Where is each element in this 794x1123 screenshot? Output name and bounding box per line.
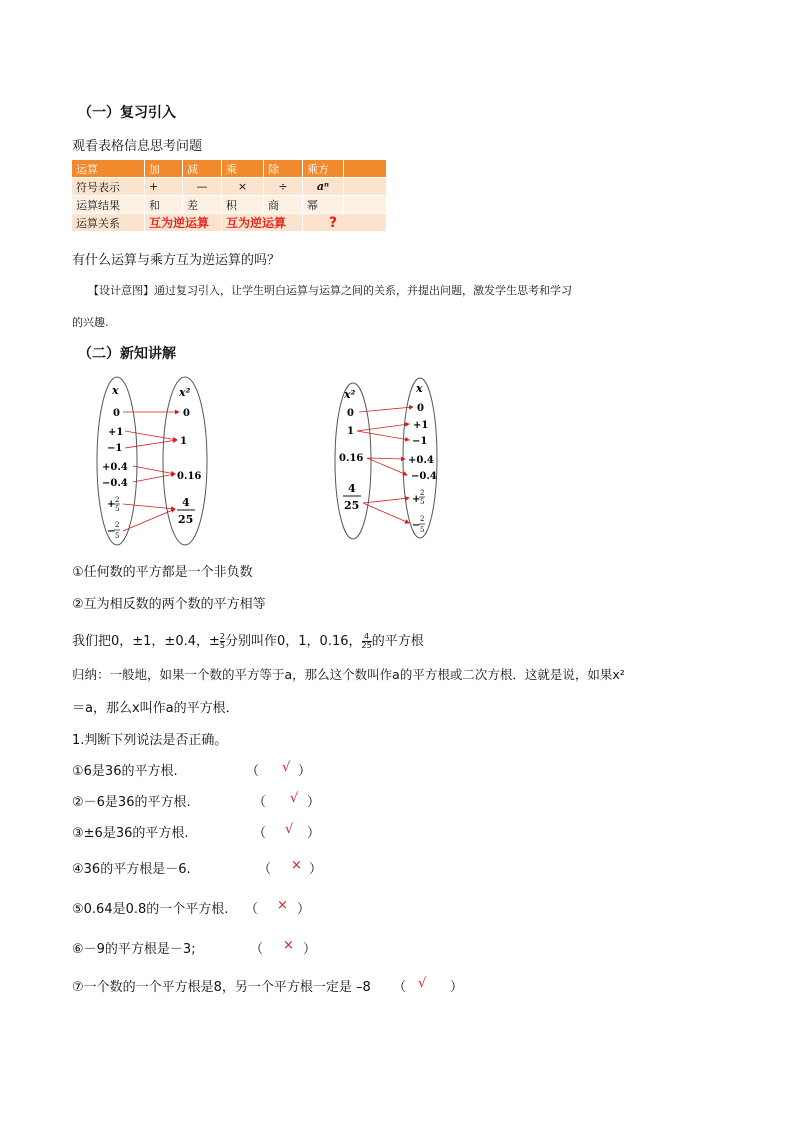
table-cell xyxy=(344,178,387,196)
design-intent-line2: 的兴趣. xyxy=(72,316,109,329)
table-cell xyxy=(344,160,387,178)
table-cell: 和 xyxy=(145,196,183,214)
exercise-title: 1.判断下列说法是否正确。 xyxy=(72,733,228,748)
table-cell: × xyxy=(222,178,264,196)
table-cell: 积 xyxy=(222,196,264,214)
x-value: +1 xyxy=(413,420,429,431)
x2-value: 1 xyxy=(180,436,187,447)
paren-close: ） xyxy=(298,764,312,779)
frac-num: 4 xyxy=(362,633,372,642)
paren-close: ） xyxy=(307,795,321,810)
table-cell: 幂 xyxy=(303,196,344,214)
frac-num: 2 xyxy=(219,632,225,641)
x2-value: 0 xyxy=(347,408,354,419)
x2-frac-den: 25 xyxy=(344,499,360,512)
x2-value: 0 xyxy=(183,408,190,419)
x2-frac-num: 4 xyxy=(348,482,356,495)
answer-mark: √ xyxy=(282,760,291,775)
paren-open: （ xyxy=(253,795,267,810)
x-frac-num: 2 xyxy=(115,521,120,529)
section2-title: （二）新知讲解 xyxy=(78,346,176,362)
x-sign: − xyxy=(107,526,116,537)
table-row xyxy=(72,214,387,232)
table-row xyxy=(72,178,387,196)
table-cell: aⁿ xyxy=(303,178,344,196)
section1-subtitle: 观看表格信息思考问题 xyxy=(72,139,203,154)
table-cell: 加 xyxy=(145,160,183,178)
table-cell: 除 xyxy=(264,160,303,178)
paren-close: ） xyxy=(450,980,464,995)
we-call-part-a: 我们把0，±1，±0.4，± xyxy=(72,634,220,649)
answer-mark: × xyxy=(291,858,302,873)
fact-2: ②互为相反数的两个数的平方相等 xyxy=(72,597,266,612)
frac-den: 25 xyxy=(361,641,372,650)
mapping-arrows xyxy=(123,412,179,531)
we-call-fraction-2 xyxy=(362,633,372,650)
x-value: 0 xyxy=(417,403,424,414)
set-x-label: x xyxy=(112,384,119,397)
x-value: −0.4 xyxy=(102,478,128,489)
we-call-sentence xyxy=(72,630,424,650)
mapping-diagram-right xyxy=(333,376,443,546)
table-cell: + xyxy=(145,178,183,196)
x-sign: + xyxy=(412,494,421,505)
table-cell: ÷ xyxy=(264,178,303,196)
paren-close: ） xyxy=(309,862,323,877)
answer-mark: √ xyxy=(418,976,427,991)
table-cell: 运算 xyxy=(72,160,145,178)
exercise-5: ⑤0.64是0.8的一个平方根. xyxy=(72,902,229,917)
paren-open: （ xyxy=(250,942,264,957)
x-frac-num: 2 xyxy=(115,496,120,504)
table-cell: 减 xyxy=(183,160,222,178)
set-x-label: x xyxy=(416,382,423,395)
paren-open: （ xyxy=(393,980,407,995)
x2-frac-den: 25 xyxy=(178,513,194,526)
summary-line2: ＝a，那么x叫作a的平方根． xyxy=(72,701,239,716)
section1-question: 有什么运算与乘方互为逆运算的吗？ xyxy=(72,253,281,268)
paren-close: ） xyxy=(303,942,317,957)
x2-value: 0.16 xyxy=(177,471,202,482)
x-frac-num: 2 xyxy=(420,515,425,523)
exercise-6: ⑥－9的平方根是－3; xyxy=(72,942,196,957)
table-cell-question-mark: ? xyxy=(303,214,387,232)
x-value: −0.4 xyxy=(411,471,437,482)
x-value: +0.4 xyxy=(408,455,434,466)
x2-frac-num: 4 xyxy=(182,496,190,509)
fact-1: ①任何数的平方都是一个非负数 xyxy=(72,565,253,580)
paren-close: ） xyxy=(297,902,311,917)
x-frac-den: 5 xyxy=(420,498,425,506)
x-sign: + xyxy=(107,499,116,510)
x2-value: 0.16 xyxy=(339,453,364,464)
x-value: +0.4 xyxy=(102,462,128,473)
table-cell: 乘 xyxy=(222,160,264,178)
x2-value: 1 xyxy=(347,426,354,437)
answer-mark: √ xyxy=(290,791,299,806)
mapping-diagram-left xyxy=(95,376,235,552)
exercise-4: ④36的平方根是－6. xyxy=(72,862,191,877)
x-value: −1 xyxy=(107,443,123,454)
set-x2-label: x² xyxy=(344,388,356,401)
paren-close: ） xyxy=(307,826,321,841)
table-cell: 运算结果 xyxy=(72,196,145,214)
table-cell: — xyxy=(183,178,222,196)
answer-mark: × xyxy=(277,898,288,913)
x-value: +1 xyxy=(108,427,124,438)
we-call-part-c: 的平方根 xyxy=(371,634,424,649)
paren-open: （ xyxy=(245,902,259,917)
table-header-row xyxy=(72,160,387,178)
we-call-part-b: 分别叫作0，1，0.16， xyxy=(225,634,362,649)
x-value: 0 xyxy=(113,408,120,419)
paren-open: （ xyxy=(258,862,272,877)
design-intent-line1: 【设计意图】通过复习引入，让学生明白运算与运算之间的关系，并提出问题，激发学生思考和学习 xyxy=(88,284,572,297)
table-cell xyxy=(344,196,387,214)
mapping-arrows xyxy=(357,407,413,523)
paren-open: （ xyxy=(253,826,267,841)
summary-line1: 归纳：一般地，如果一个数的平方等于a，那么这个数叫作a的平方根或二次方根．这就是说，如果x² xyxy=(72,667,625,682)
x-frac-den: 5 xyxy=(115,532,120,540)
table-cell: 符号表示 xyxy=(72,178,145,196)
exercise-1: ①6是36的平方根. xyxy=(72,764,178,779)
paren-open: （ xyxy=(246,764,260,779)
set-x-ellipse xyxy=(97,377,137,545)
answer-mark: × xyxy=(283,938,294,953)
exercise-7: ⑦一个数的一个平方根是8，另一个平方根一定是 –8 xyxy=(72,980,371,995)
table-cell: 商 xyxy=(264,196,303,214)
x-frac-den: 5 xyxy=(115,505,120,513)
table-cell-relation: 互为逆运算 xyxy=(145,214,222,232)
table-cell: 运算关系 xyxy=(72,214,145,232)
exercise-2: ②－6是36的平方根. xyxy=(72,795,191,810)
section1-title: （一）复习引入 xyxy=(78,105,176,121)
table-cell: 差 xyxy=(183,196,222,214)
table-row xyxy=(72,196,387,214)
x-frac-num: 2 xyxy=(420,489,425,497)
exercise-3: ③±6是36的平方根. xyxy=(72,826,189,841)
x-value: −1 xyxy=(412,436,428,447)
table-cell: 乘方 xyxy=(303,160,344,178)
operations-table xyxy=(72,160,387,232)
table-cell-relation: 互为逆运算 xyxy=(222,214,303,232)
x-frac-den: 5 xyxy=(420,526,425,534)
answer-mark: √ xyxy=(285,822,294,837)
set-x2-label: x² xyxy=(179,386,191,399)
frac-den: 5 xyxy=(219,641,225,650)
x-sign: − xyxy=(412,520,421,531)
